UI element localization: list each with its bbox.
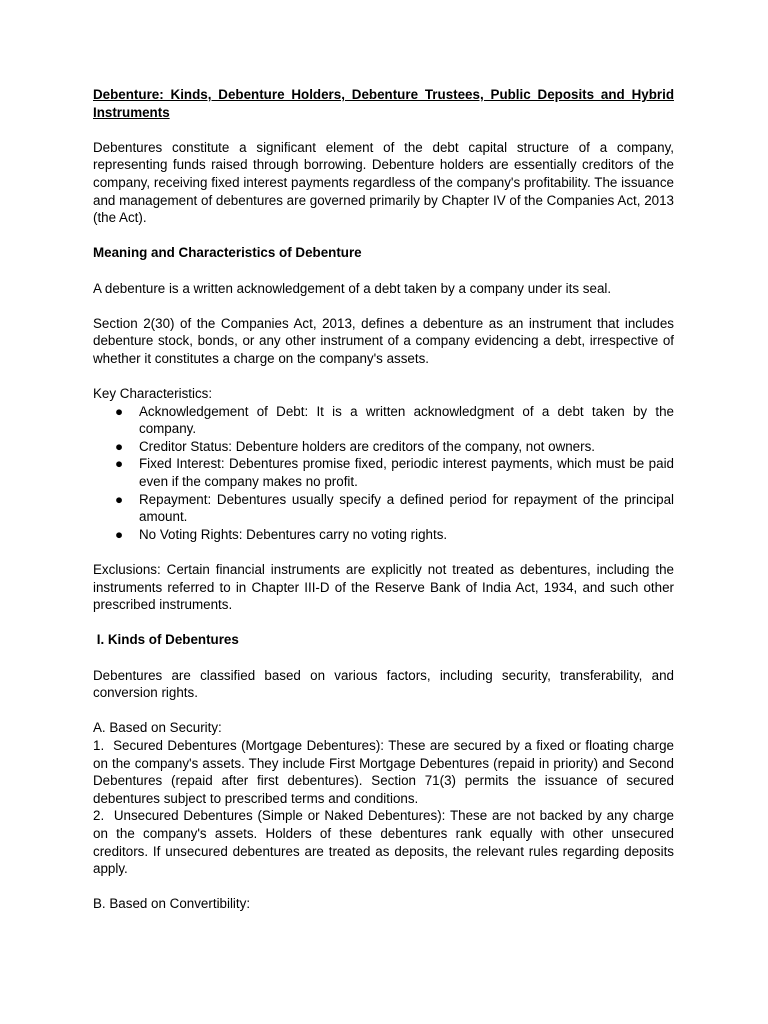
meaning-paragraph-1: A debenture is a written acknowledgement of a debt taken by a company under its seal. (93, 280, 612, 296)
list-item (93, 438, 674, 456)
intro-paragraph: Debentures constitute a significant element of the debt capital structure of a company, representing funds raised through borrowing. Debenture holders are essentially creditors of the company, receiving fixed interest payments regardless of the company's profitability. The issuance and management of debentures are governed primarily by Chapter IV of the Companies Act, 2013 (the Act). (93, 139, 674, 226)
list-item (93, 526, 674, 544)
bullet-icon: ● (115, 491, 124, 507)
document-page (93, 86, 678, 913)
list-item (93, 491, 674, 526)
kinds-heading: I. Kinds of Debentures (93, 632, 239, 648)
meaning-paragraph-2: Section 2(30) of the Companies Act, 2013, defines a debenture as an instrument that includes debenture stock, bonds, or any other instrument of a company evidencing a debt, irrespective of whether it constitutes a charge on the company's assets. (93, 315, 674, 366)
key-characteristics-label: Key Characteristics: (93, 386, 213, 402)
bullet-icon: ● (115, 438, 124, 454)
meaning-heading: Meaning and Characteristics of Debenture (93, 245, 362, 261)
key-characteristics-list (93, 403, 674, 544)
document-title: Debenture: Kinds, Debenture Holders, Debenture Trustees, Public Deposits and Hybrid Instruments (93, 87, 674, 120)
kinds-intro-paragraph: Debentures are classified based on various factors, including security, transferability, and conversion rights. (93, 667, 674, 701)
list-item-text: Acknowledgement of Debt: It is a written acknowledgment of a debt taken by the company. (139, 403, 674, 437)
list-item-text: Fixed Interest: Debentures promise fixed, periodic interest payments, which must be paid even if the company makes no profit. (139, 456, 674, 490)
unsecured-debentures-item: 2. Unsecured Debentures (Simple or Naked Debentures): These are not backed by any charge on the company's assets. Holders of these debentures rank equally with other unsecured creditors. If unsecured debentures are treated as deposits, the relevant rules regarding deposits apply. (93, 808, 678, 877)
bullet-icon: ● (115, 456, 124, 472)
bullet-icon: ● (115, 526, 124, 542)
bullet-icon: ● (115, 403, 124, 419)
list-item-text: Repayment: Debentures usually specify a defined period for repayment of the principal amount. (139, 491, 674, 525)
list-item-text: No Voting Rights: Debentures carry no voting rights. (139, 526, 448, 542)
security-label: A. Based on Security: (93, 720, 222, 736)
list-item (93, 403, 674, 438)
exclusions-paragraph: Exclusions: Certain financial instruments are explicitly not treated as debentures, including the instruments referred to in Chapter III-D of the Reserve Bank of India Act, 1934, and such other prescribed instruments. (93, 562, 674, 613)
convertibility-label: B. Based on Convertibility: (93, 896, 251, 912)
secured-debentures-item: 1. Secured Debentures (Mortgage Debentures): These are secured by a fixed or floating charge on the company's assets. They include First Mortgage Debentures (repaid in priority) and Second Debentures (repaid after first debentures). Section 71(3) permits the issuance of secured debentures subject to prescribed terms and conditions. (93, 737, 678, 806)
list-item (93, 455, 674, 490)
list-item-text: Creditor Status: Debenture holders are creditors of the company, not owners. (139, 438, 596, 454)
